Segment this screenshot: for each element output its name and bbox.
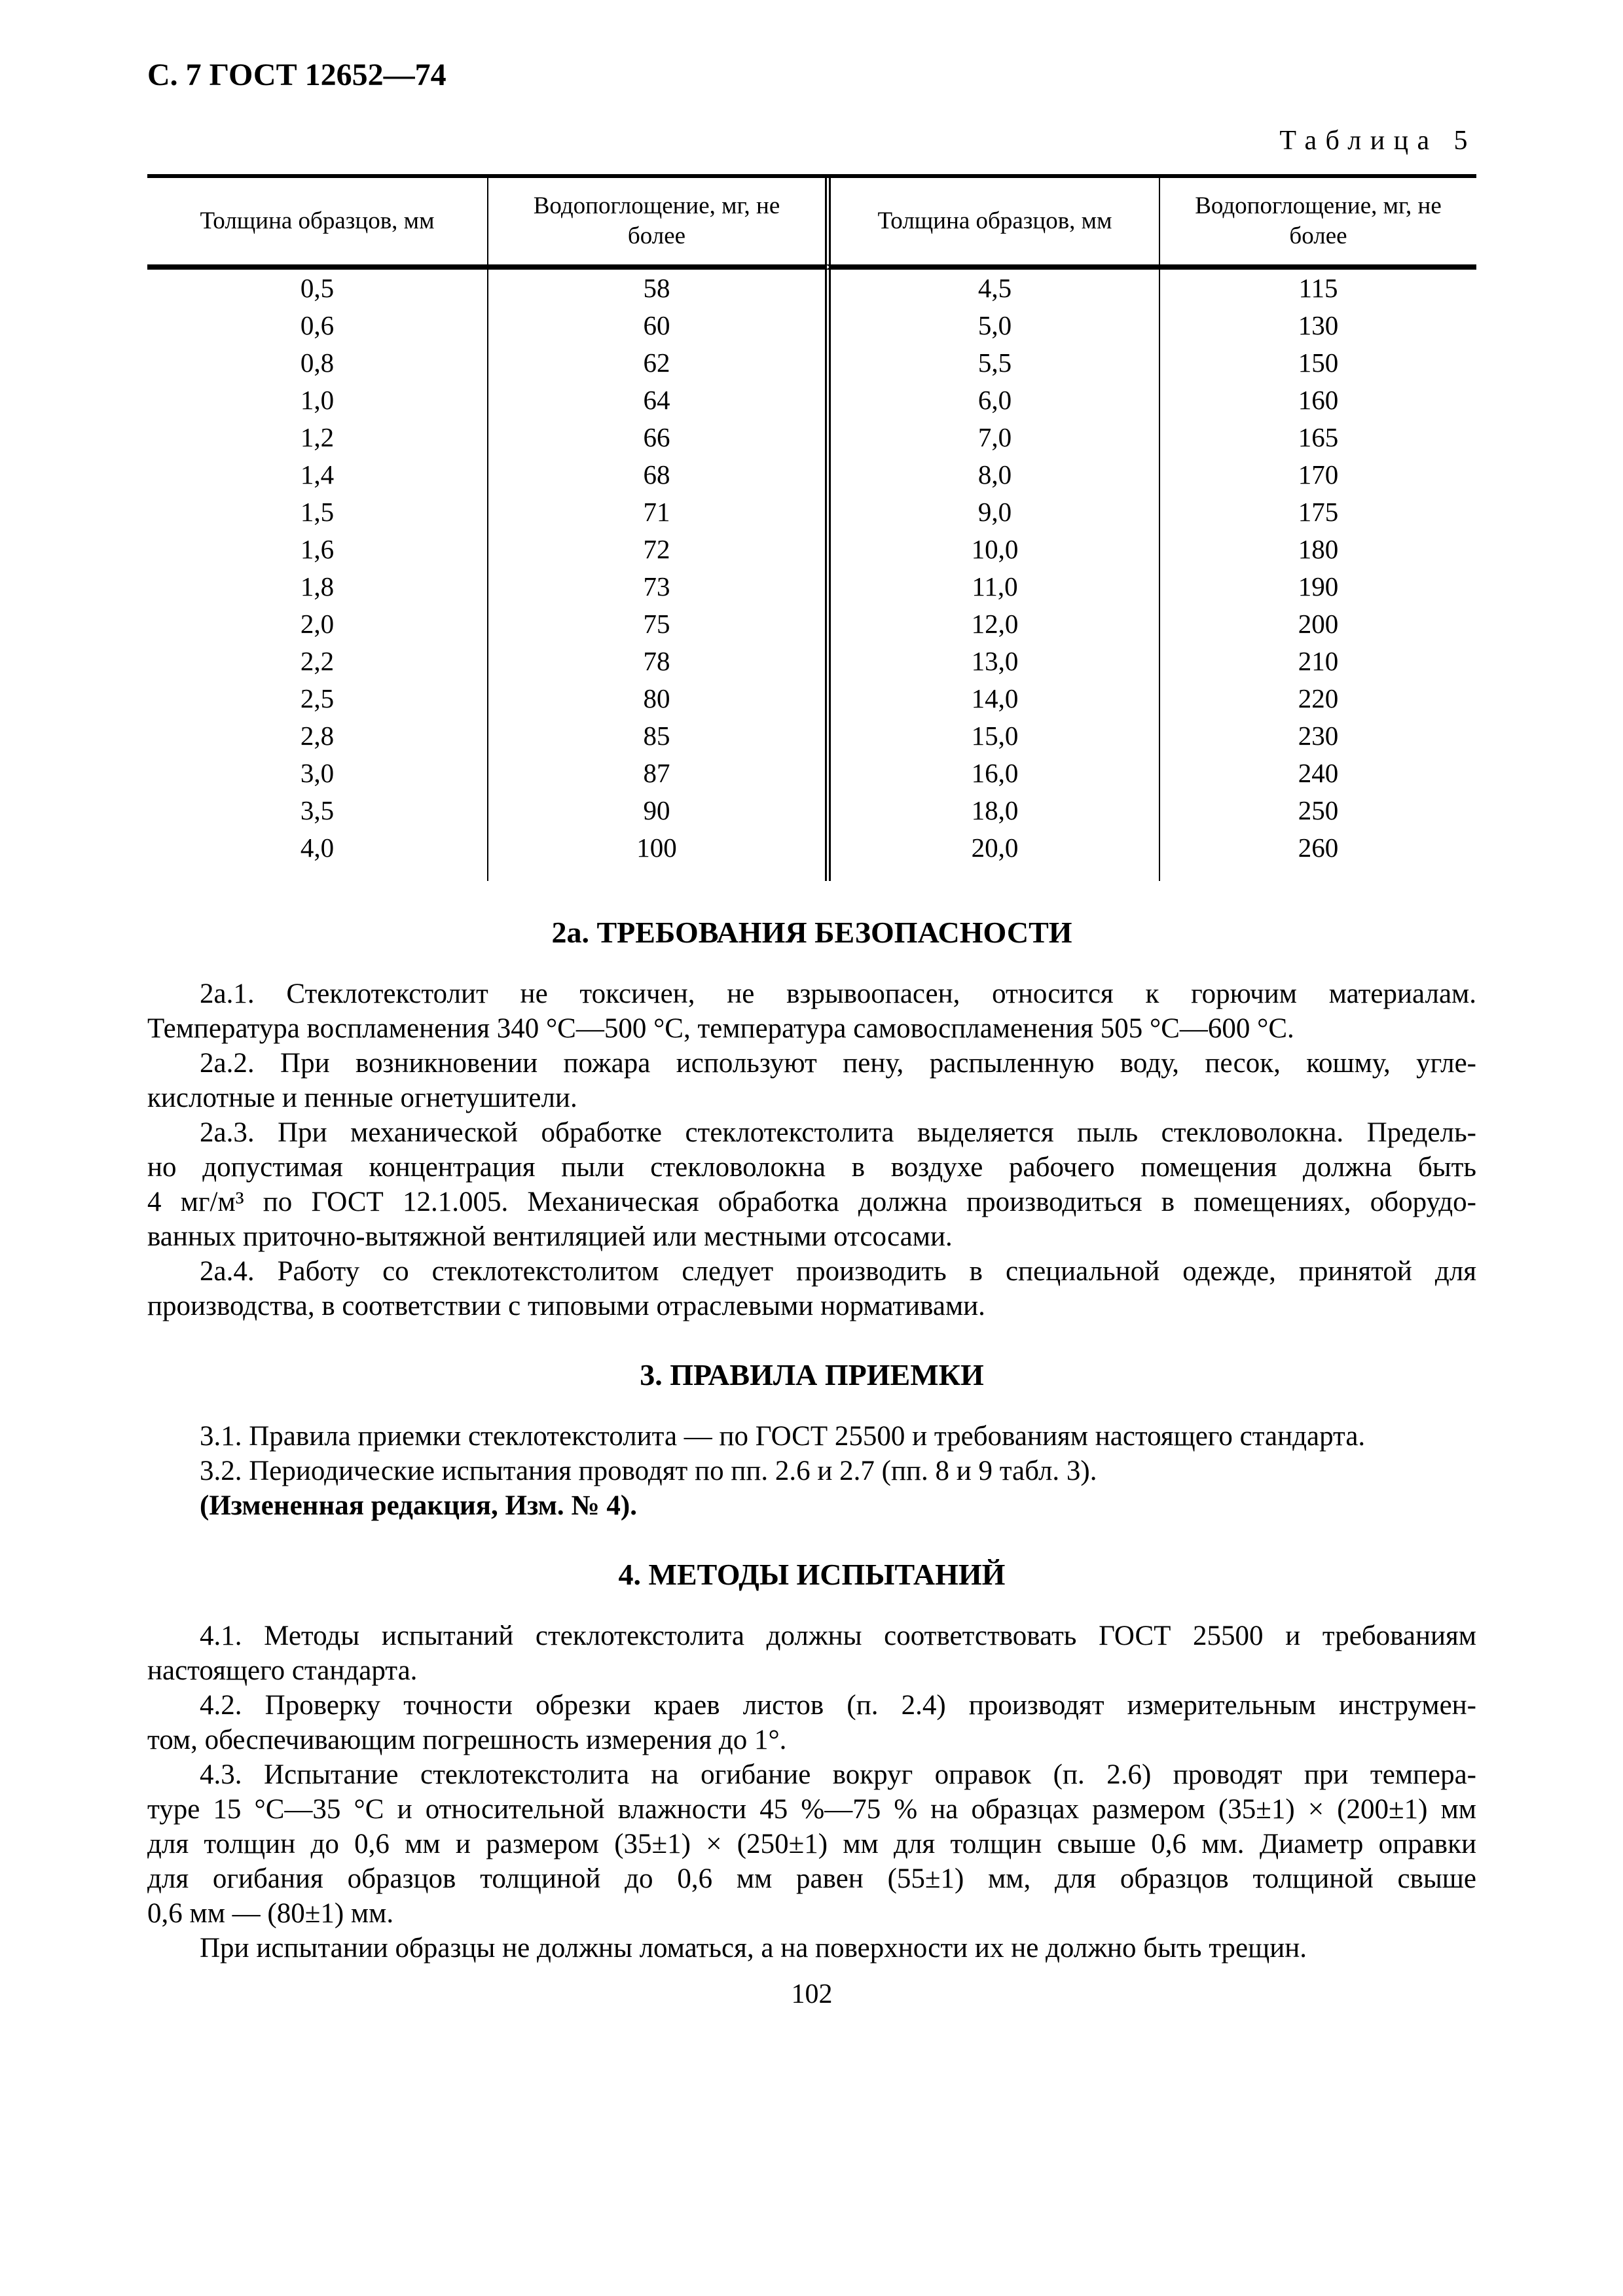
table-cell: 260 bbox=[1159, 829, 1476, 867]
paragraph-line: 3.1. Правила приемки стеклотекстолита — по ГОСТ 25500 и требованиям настоящего стандарта. bbox=[200, 1421, 1366, 1452]
paragraph bbox=[147, 1115, 1476, 1254]
table-cell: 10,0 bbox=[825, 531, 1159, 568]
paragraph-line: 4.2. Проверку точности обрезки краев листов (п. 2.4) производят измерительным инструмен- bbox=[200, 1690, 1476, 1721]
table-header-cell: Водопоглощение, мг, не более bbox=[1159, 178, 1476, 264]
table-cell: 2,0 bbox=[300, 609, 335, 639]
paragraph-line: для огибания образцов толщиной до 0,6 мм равен (55±1) мм, для образцов толщиной свыше bbox=[147, 1863, 1476, 1894]
table-header-cell: Толщина образцов, мм bbox=[200, 207, 435, 234]
table-cell: 12,0 bbox=[825, 605, 1159, 643]
table-cell: 115 bbox=[1159, 270, 1476, 307]
table-cell: 15,0 bbox=[825, 717, 1159, 755]
table-cell: 200 bbox=[1159, 605, 1476, 643]
table-line-extension bbox=[147, 867, 487, 881]
table-header-cell: Толщина образцов, мм bbox=[825, 178, 1159, 264]
paragraph-line: 4.1. Методы испытаний стеклотекстолита должны соответствовать ГОСТ 25500 и требованиям bbox=[200, 1621, 1476, 1651]
table-cell: 71 bbox=[487, 493, 825, 531]
table-cell: 1,0 bbox=[300, 385, 335, 415]
table-cell: 1,4 bbox=[300, 459, 335, 490]
table-cell: 5,0 bbox=[825, 307, 1159, 344]
table-cell: 180 bbox=[1159, 531, 1476, 568]
paragraph-line: 2а.2. При возникновении пожара используют пену, распыленную воду, песок, кошму, угле- bbox=[200, 1048, 1476, 1079]
table-cell: 210 bbox=[1159, 643, 1476, 680]
table-cell: 58 bbox=[487, 270, 825, 307]
paragraph-line: настоящего стандарта. bbox=[147, 1655, 418, 1686]
table-cell: 160 bbox=[1159, 382, 1476, 419]
table-header-rule bbox=[147, 264, 487, 270]
water-absorption-table bbox=[147, 174, 1476, 881]
table-cell: 1,6 bbox=[300, 534, 335, 564]
table-cell: 8,0 bbox=[825, 456, 1159, 493]
paragraph-line: 3.2. Периодические испытания проводят по пп. 2.6 и 2.7 (пп. 8 и 9 табл. 3). bbox=[200, 1456, 1097, 1486]
section-heading: 2а. ТРЕБОВАНИЯ БЕЗОПАСНОСТИ bbox=[551, 916, 1072, 949]
table-cell: 20,0 bbox=[825, 829, 1159, 867]
table-cell: 75 bbox=[487, 605, 825, 643]
table-cell: 16,0 bbox=[825, 755, 1159, 792]
table-header-rule bbox=[825, 264, 1159, 270]
table-cell: 3,5 bbox=[300, 795, 335, 825]
table-cell: 11,0 bbox=[825, 568, 1159, 605]
paragraph-line: 2а.3. При механической обработке стеклотекстолита выделяется пыль стекловолокна. Предель- bbox=[200, 1117, 1476, 1148]
table-cell: 14,0 bbox=[825, 680, 1159, 717]
table-cell: 0,5 bbox=[300, 273, 335, 303]
table-cell: 4,0 bbox=[300, 833, 335, 863]
table-cell: 7,0 bbox=[825, 419, 1159, 456]
table-header-cell: Водопоглощение, мг, не более bbox=[487, 178, 825, 264]
table-cell: 72 bbox=[487, 531, 825, 568]
table-cell: 1,2 bbox=[300, 422, 335, 452]
table-cell: 100 bbox=[487, 829, 825, 867]
paragraph-line: том, обеспечивающим погрешность измерения до 1°. bbox=[147, 1725, 787, 1755]
page-header: С. 7 ГОСТ 12652—74 bbox=[147, 58, 447, 92]
table-cell: 1,5 bbox=[300, 497, 335, 527]
table-cell: 5,5 bbox=[825, 344, 1159, 382]
table-cell: 78 bbox=[487, 643, 825, 680]
paragraph-line: При испытании образцы не должны ломаться, а на поверхности их не должно быть трещин. bbox=[200, 1933, 1307, 1964]
table-cell: 64 bbox=[487, 382, 825, 419]
table-cell: 190 bbox=[1159, 568, 1476, 605]
table-line-extension bbox=[1159, 867, 1476, 881]
paragraph-line: кислотные и пенные огнетушители. bbox=[147, 1083, 577, 1113]
table-line-extension bbox=[487, 867, 825, 881]
table-cell: 6,0 bbox=[825, 382, 1159, 419]
document-sections bbox=[147, 915, 1476, 1965]
paragraph bbox=[147, 1046, 1476, 1115]
paragraph bbox=[147, 1757, 1476, 1931]
paragraph bbox=[147, 1619, 1476, 1688]
table-cell: 1,8 bbox=[300, 571, 335, 601]
paragraph-line: Температура воспламенения 340 °С—500 °С, температура самовоспламенения 505 °С—600 °С. bbox=[147, 1013, 1294, 1044]
paragraph-line: (Измененная редакция, Изм. № 4). bbox=[200, 1490, 637, 1521]
table-cell: 250 bbox=[1159, 792, 1476, 829]
table-cell: 62 bbox=[487, 344, 825, 382]
paragraph bbox=[147, 1254, 1476, 1323]
paragraph bbox=[147, 977, 1476, 1046]
page-number: 102 bbox=[791, 1979, 833, 2009]
table-cell: 175 bbox=[1159, 493, 1476, 531]
table-cell: 66 bbox=[487, 419, 825, 456]
paragraph-line: 4 мг/м³ по ГОСТ 12.1.005. Механическая обработка должна производиться в помещениях, оборудо- bbox=[147, 1187, 1476, 1217]
table-cell: 4,5 bbox=[825, 270, 1159, 307]
paragraph bbox=[147, 1488, 1476, 1523]
paragraph-line: ванных приточно-вытяжной вентиляцией или местными отсосами. bbox=[147, 1221, 953, 1252]
table-cell: 0,6 bbox=[300, 310, 335, 340]
paragraph-line: 2а.4. Работу со стеклотекстолитом следует производить в специальной одежде, принятой для bbox=[200, 1256, 1476, 1287]
table-cell: 87 bbox=[487, 755, 825, 792]
table-label: Таблица 5 bbox=[1279, 126, 1476, 156]
table-cell: 230 bbox=[1159, 717, 1476, 755]
table-cell: 3,0 bbox=[300, 758, 335, 788]
paragraph-line: для толщин до 0,6 мм и размером (35±1) × (250±1) мм для толщин свыше 0,6 мм. Диаметр оправки bbox=[147, 1829, 1476, 1859]
table-header-rule bbox=[487, 264, 825, 270]
page-content bbox=[147, 0, 1476, 1965]
table-header-rule bbox=[1159, 264, 1476, 270]
paragraph-line: 2а.1. Стеклотекстолит не токсичен, не взрывоопасен, относится к горючим материалам. bbox=[200, 978, 1476, 1009]
table-cell: 90 bbox=[487, 792, 825, 829]
table-cell: 165 bbox=[1159, 419, 1476, 456]
table-cell: 2,8 bbox=[300, 721, 335, 751]
table-cell: 13,0 bbox=[825, 643, 1159, 680]
table-cell: 73 bbox=[487, 568, 825, 605]
table-cell: 2,2 bbox=[300, 646, 335, 676]
table-cell: 0,8 bbox=[300, 348, 335, 378]
table-cell: 240 bbox=[1159, 755, 1476, 792]
table-cell: 68 bbox=[487, 456, 825, 493]
table-cell: 85 bbox=[487, 717, 825, 755]
table-line-extension bbox=[825, 867, 1159, 881]
paragraph-line: 4.3. Испытание стеклотекстолита на огибание вокруг оправок (п. 2.6) проводят при темпера- bbox=[200, 1759, 1476, 1790]
paragraph bbox=[147, 1688, 1476, 1757]
table-cell: 130 bbox=[1159, 307, 1476, 344]
paragraph bbox=[147, 1454, 1476, 1488]
table-cell: 150 bbox=[1159, 344, 1476, 382]
paragraph-line: производства, в соответствии с типовыми отраслевыми нормативами. bbox=[147, 1291, 985, 1321]
table-cell: 170 bbox=[1159, 456, 1476, 493]
paragraph-line: 0,6 мм — (80±1) мм. bbox=[147, 1898, 394, 1929]
section-heading: 3. ПРАВИЛА ПРИЕМКИ bbox=[640, 1358, 984, 1391]
paragraph-line: туре 15 °С—35 °С и относительной влажности 45 %—75 % на образцах размером (35±1) × (200±1) мм bbox=[147, 1794, 1476, 1825]
paragraph bbox=[147, 1931, 1476, 1965]
section-heading: 4. МЕТОДЫ ИСПЫТАНИЙ bbox=[618, 1558, 1006, 1591]
table-cell: 9,0 bbox=[825, 493, 1159, 531]
table-cell: 80 bbox=[487, 680, 825, 717]
table-cell: 2,5 bbox=[300, 683, 335, 713]
table-cell: 220 bbox=[1159, 680, 1476, 717]
table-cell: 18,0 bbox=[825, 792, 1159, 829]
paragraph bbox=[147, 1419, 1476, 1454]
table-cell: 60 bbox=[487, 307, 825, 344]
paragraph-line: но допустимая концентрация пыли стекловолокна в воздухе рабочего помещения должна быть bbox=[147, 1152, 1476, 1183]
